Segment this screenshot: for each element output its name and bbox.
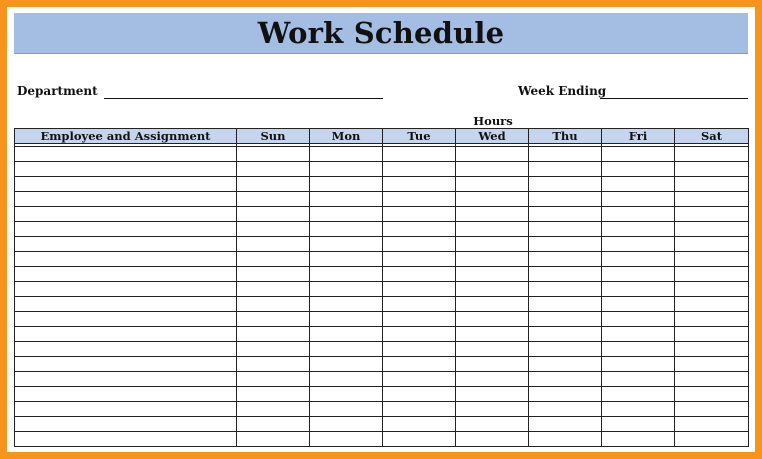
hours-cell[interactable] bbox=[602, 282, 675, 297]
hours-cell[interactable] bbox=[675, 237, 749, 252]
hours-cell[interactable] bbox=[456, 342, 529, 357]
table-row bbox=[15, 147, 749, 162]
hours-cell[interactable] bbox=[237, 342, 310, 357]
hours-cell[interactable] bbox=[237, 357, 310, 372]
hours-cell[interactable] bbox=[383, 387, 456, 402]
hours-cell[interactable] bbox=[237, 372, 310, 387]
hours-cell[interactable] bbox=[383, 297, 456, 312]
employee-cell[interactable] bbox=[15, 297, 237, 312]
hours-cell[interactable] bbox=[383, 372, 456, 387]
department-label: Department bbox=[17, 84, 98, 98]
hours-cell[interactable] bbox=[383, 252, 456, 267]
hours-cell[interactable] bbox=[310, 432, 383, 447]
hours-cell[interactable] bbox=[675, 297, 749, 312]
hours-cell[interactable] bbox=[310, 207, 383, 222]
employee-cell[interactable] bbox=[15, 237, 237, 252]
hours-cell[interactable] bbox=[602, 192, 675, 207]
hours-cell[interactable] bbox=[602, 357, 675, 372]
hours-cell[interactable] bbox=[310, 177, 383, 192]
hours-cell[interactable] bbox=[383, 207, 456, 222]
hours-cell[interactable] bbox=[675, 312, 749, 327]
hours-cell[interactable] bbox=[675, 342, 749, 357]
column-header-employee: Employee and Assignment bbox=[15, 129, 237, 144]
employee-cell[interactable] bbox=[15, 402, 237, 417]
hours-cell[interactable] bbox=[456, 282, 529, 297]
employee-cell[interactable] bbox=[15, 177, 237, 192]
hours-cell[interactable] bbox=[456, 297, 529, 312]
hours-cell[interactable] bbox=[310, 372, 383, 387]
table-row bbox=[15, 207, 749, 222]
hours-cell[interactable] bbox=[310, 417, 383, 432]
hours-cell[interactable] bbox=[602, 162, 675, 177]
employee-cell[interactable] bbox=[15, 207, 237, 222]
hours-cell[interactable] bbox=[602, 372, 675, 387]
hours-cell[interactable] bbox=[456, 252, 529, 267]
hours-cell[interactable] bbox=[237, 417, 310, 432]
hours-cell[interactable] bbox=[675, 222, 749, 237]
hours-cell[interactable] bbox=[602, 177, 675, 192]
hours-cell[interactable] bbox=[383, 327, 456, 342]
hours-cell[interactable] bbox=[237, 387, 310, 402]
table-row bbox=[15, 267, 749, 282]
employee-cell[interactable] bbox=[15, 357, 237, 372]
hours-cell[interactable] bbox=[602, 417, 675, 432]
hours-cell[interactable] bbox=[383, 222, 456, 237]
hours-cell[interactable] bbox=[310, 297, 383, 312]
hours-cell[interactable] bbox=[310, 267, 383, 282]
hours-cell[interactable] bbox=[529, 402, 602, 417]
hours-cell[interactable] bbox=[529, 387, 602, 402]
hours-cell[interactable] bbox=[602, 387, 675, 402]
hours-cell[interactable] bbox=[529, 177, 602, 192]
hours-cell[interactable] bbox=[310, 282, 383, 297]
hours-cell[interactable] bbox=[383, 192, 456, 207]
hours-cell[interactable] bbox=[602, 207, 675, 222]
hours-cell[interactable] bbox=[237, 162, 310, 177]
employee-cell[interactable] bbox=[15, 417, 237, 432]
hours-cell[interactable] bbox=[675, 147, 749, 162]
column-header-tue: Tue bbox=[383, 129, 456, 144]
hours-cell[interactable] bbox=[602, 267, 675, 282]
hours-cell[interactable] bbox=[602, 222, 675, 237]
hours-cell[interactable] bbox=[456, 222, 529, 237]
header-row bbox=[15, 129, 749, 144]
hours-cell[interactable] bbox=[237, 177, 310, 192]
hours-cell[interactable] bbox=[456, 327, 529, 342]
title-bar bbox=[14, 13, 748, 54]
hours-cell[interactable] bbox=[383, 237, 456, 252]
hours-cell[interactable] bbox=[383, 402, 456, 417]
hours-cell[interactable] bbox=[602, 252, 675, 267]
hours-cell[interactable] bbox=[529, 417, 602, 432]
column-header-wed: Wed bbox=[456, 129, 529, 144]
hours-cell[interactable] bbox=[529, 327, 602, 342]
hours-cell[interactable] bbox=[310, 342, 383, 357]
hours-cell[interactable] bbox=[602, 237, 675, 252]
hours-cell[interactable] bbox=[675, 177, 749, 192]
hours-cell[interactable] bbox=[529, 432, 602, 447]
hours-cell[interactable] bbox=[237, 312, 310, 327]
hours-cell[interactable] bbox=[237, 252, 310, 267]
hours-cell[interactable] bbox=[456, 312, 529, 327]
hours-cell[interactable] bbox=[675, 417, 749, 432]
column-header-sat: Sat bbox=[675, 129, 749, 144]
table-row bbox=[15, 357, 749, 372]
hours-cell[interactable] bbox=[237, 282, 310, 297]
hours-cell[interactable] bbox=[675, 432, 749, 447]
hours-cell[interactable] bbox=[675, 267, 749, 282]
hours-cell[interactable] bbox=[602, 432, 675, 447]
table-row bbox=[15, 252, 749, 267]
column-header-mon: Mon bbox=[310, 129, 383, 144]
hours-cell[interactable] bbox=[529, 162, 602, 177]
hours-cell[interactable] bbox=[529, 342, 602, 357]
hours-cell[interactable] bbox=[602, 342, 675, 357]
table-row bbox=[15, 222, 749, 237]
hours-cell[interactable] bbox=[529, 267, 602, 282]
employee-cell[interactable] bbox=[15, 252, 237, 267]
hours-cell[interactable] bbox=[383, 267, 456, 282]
hours-cell[interactable] bbox=[529, 147, 602, 162]
hours-cell[interactable] bbox=[456, 402, 529, 417]
hours-cell[interactable] bbox=[675, 162, 749, 177]
hours-cell[interactable] bbox=[602, 147, 675, 162]
hours-cell[interactable] bbox=[383, 282, 456, 297]
hours-cell[interactable] bbox=[456, 432, 529, 447]
hours-cell[interactable] bbox=[529, 312, 602, 327]
hours-cell[interactable] bbox=[602, 402, 675, 417]
hours-cell[interactable] bbox=[456, 207, 529, 222]
hours-cell[interactable] bbox=[310, 192, 383, 207]
hours-cell[interactable] bbox=[383, 312, 456, 327]
hours-cell[interactable] bbox=[456, 387, 529, 402]
hours-cell[interactable] bbox=[529, 297, 602, 312]
column-header-thu: Thu bbox=[529, 129, 602, 144]
hours-cell[interactable] bbox=[675, 207, 749, 222]
table-row bbox=[15, 402, 749, 417]
hours-cell[interactable] bbox=[310, 357, 383, 372]
hours-cell[interactable] bbox=[310, 162, 383, 177]
hours-cell[interactable] bbox=[237, 222, 310, 237]
employee-cell[interactable] bbox=[15, 312, 237, 327]
column-header-sun: Sun bbox=[237, 129, 310, 144]
table-row bbox=[15, 297, 749, 312]
hours-cell[interactable] bbox=[237, 207, 310, 222]
hours-cell[interactable] bbox=[310, 312, 383, 327]
table-row bbox=[15, 282, 749, 297]
hours-cell[interactable] bbox=[310, 252, 383, 267]
employee-cell[interactable] bbox=[15, 267, 237, 282]
hours-cell[interactable] bbox=[602, 327, 675, 342]
employee-cell[interactable] bbox=[15, 162, 237, 177]
week-ending-field[interactable] bbox=[600, 98, 748, 99]
hours-cell[interactable] bbox=[237, 267, 310, 282]
hours-cell[interactable] bbox=[602, 312, 675, 327]
hours-cell[interactable] bbox=[675, 327, 749, 342]
table-row bbox=[15, 387, 749, 402]
hours-cell[interactable] bbox=[529, 192, 602, 207]
hours-cell[interactable] bbox=[675, 282, 749, 297]
hours-cell[interactable] bbox=[237, 327, 310, 342]
table-row bbox=[15, 342, 749, 357]
hours-cell[interactable] bbox=[383, 162, 456, 177]
hours-cell[interactable] bbox=[529, 282, 602, 297]
hours-cell[interactable] bbox=[237, 237, 310, 252]
hours-cell[interactable] bbox=[237, 432, 310, 447]
hours-cell[interactable] bbox=[237, 297, 310, 312]
hours-cell[interactable] bbox=[529, 222, 602, 237]
employee-cell[interactable] bbox=[15, 387, 237, 402]
hours-cell[interactable] bbox=[310, 237, 383, 252]
table-row bbox=[15, 192, 749, 207]
employee-cell[interactable] bbox=[15, 432, 237, 447]
hours-cell[interactable] bbox=[529, 207, 602, 222]
table-row bbox=[15, 417, 749, 432]
hours-cell[interactable] bbox=[675, 372, 749, 387]
hours-cell[interactable] bbox=[237, 147, 310, 162]
hours-cell[interactable] bbox=[529, 252, 602, 267]
hours-cell[interactable] bbox=[456, 177, 529, 192]
hours-cell[interactable] bbox=[456, 267, 529, 282]
hours-cell[interactable] bbox=[383, 342, 456, 357]
table-row bbox=[15, 432, 749, 447]
hours-cell[interactable] bbox=[383, 357, 456, 372]
employee-cell[interactable] bbox=[15, 192, 237, 207]
hours-cell[interactable] bbox=[456, 237, 529, 252]
table-row bbox=[15, 372, 749, 387]
table-row bbox=[15, 177, 749, 192]
hours-cell[interactable] bbox=[383, 417, 456, 432]
hours-cell[interactable] bbox=[383, 432, 456, 447]
employee-cell[interactable] bbox=[15, 372, 237, 387]
column-header-fri: Fri bbox=[602, 129, 675, 144]
hours-cell[interactable] bbox=[529, 237, 602, 252]
hours-cell[interactable] bbox=[675, 192, 749, 207]
page-title: Work Schedule bbox=[257, 16, 505, 50]
hours-cell[interactable] bbox=[237, 402, 310, 417]
table-row bbox=[15, 162, 749, 177]
hours-label: Hours bbox=[473, 114, 513, 128]
hours-cell[interactable] bbox=[310, 327, 383, 342]
employee-cell[interactable] bbox=[15, 222, 237, 237]
table-row bbox=[15, 237, 749, 252]
table-row bbox=[15, 327, 749, 342]
hours-cell[interactable] bbox=[675, 252, 749, 267]
table-row bbox=[15, 312, 749, 327]
hours-cell[interactable] bbox=[456, 357, 529, 372]
hours-cell[interactable] bbox=[310, 402, 383, 417]
hours-cell[interactable] bbox=[310, 387, 383, 402]
hours-cell[interactable] bbox=[675, 387, 749, 402]
hours-cell[interactable] bbox=[310, 222, 383, 237]
employee-cell[interactable] bbox=[15, 147, 237, 162]
hours-cell[interactable] bbox=[237, 192, 310, 207]
hours-cell[interactable] bbox=[456, 372, 529, 387]
hours-cell[interactable] bbox=[456, 147, 529, 162]
hours-cell[interactable] bbox=[383, 177, 456, 192]
schedule-table bbox=[14, 128, 749, 447]
employee-cell[interactable] bbox=[15, 342, 237, 357]
week-ending-label: Week Ending bbox=[518, 84, 607, 98]
hours-cell[interactable] bbox=[456, 417, 529, 432]
employee-cell[interactable] bbox=[15, 282, 237, 297]
hours-cell[interactable] bbox=[675, 357, 749, 372]
employee-cell[interactable] bbox=[15, 327, 237, 342]
hours-cell[interactable] bbox=[529, 357, 602, 372]
hours-cell[interactable] bbox=[383, 147, 456, 162]
hours-cell[interactable] bbox=[675, 402, 749, 417]
hours-cell[interactable] bbox=[310, 147, 383, 162]
hours-cell[interactable] bbox=[456, 192, 529, 207]
department-field[interactable] bbox=[104, 98, 383, 99]
hours-cell[interactable] bbox=[602, 297, 675, 312]
hours-cell[interactable] bbox=[529, 372, 602, 387]
hours-cell[interactable] bbox=[456, 162, 529, 177]
